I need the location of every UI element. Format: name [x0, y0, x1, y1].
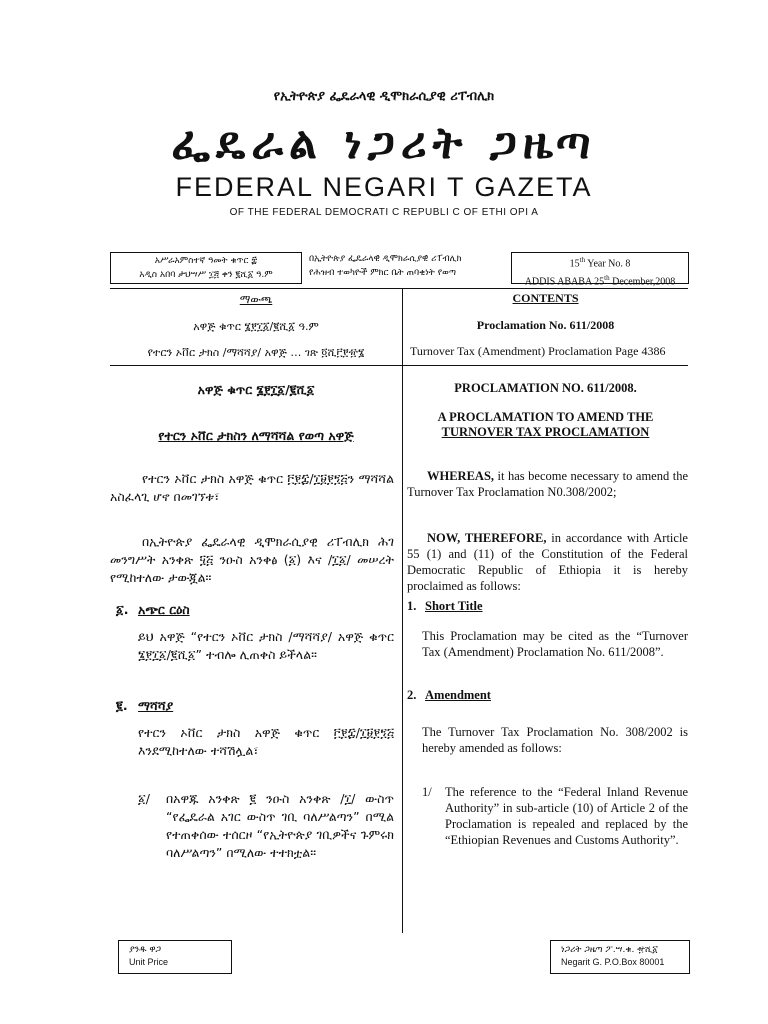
whereas-amharic: የተርን ኦቨር ታክስ አዋጅ ቁጥር ፫፻፰/፲፱፻፺፭ን ማሻሻል አስፈላጊ ሆኖ በመገኘቱ፣	[110, 471, 394, 504]
proclamation-heading-amharic: የተርን ኦቨር ታክስን ለማሻሻል የወጣ አዋጅ	[158, 428, 354, 443]
now-therefore-lead: NOW, THEREFORE,	[427, 531, 547, 545]
po-box-box	[550, 940, 690, 974]
proclamation-heading-english-2: TURNOVER TAX PROCLAMATION	[441, 425, 650, 439]
contents-proclamation-english: Proclamation No. 611/2008	[476, 318, 615, 332]
proclamation-title-english: PROCLAMATION NO. 611/2008.	[454, 381, 637, 395]
now-therefore-amharic: በኢትዮጵያ ፌዴራላዊ ዲሞክራሲያዊ ሪፐብሊክ ሕገ መንግሥት አንቀጽ ፶፭ ንዑስ አንቀፅ (፩) እና /፲፩/ መሠረት የሚከተለው ታውጇል።	[110, 534, 394, 585]
year-number: 15	[569, 258, 580, 270]
section-2-title-english: Amendment	[425, 688, 491, 702]
issue-date-english	[512, 271, 688, 289]
section-2-number-english: 2.	[407, 688, 417, 702]
section-2-text-english: The Turnover Tax Proclamation No. 308/2002 is hereby amended as follows:	[422, 725, 688, 755]
subsection-2-1-text-amharic: በአዋጁ አንቀጽ ፪ ንዑስ አንቀጽ /፲/ ውስጥ “የፌዴራል አገር ውስጥ ገቢ ባለሥልጣን” በሚል የተጠቀሰው ተሰርዞ “የኢትዮጵያ ገቢዎችና ጉምሩክ ባለሥልጣን” በሚለው ተተክቷል።	[166, 791, 394, 860]
issue-box-amharic	[110, 252, 302, 284]
section-2-title-amharic: ማሻሻያ	[138, 698, 174, 713]
section-1-title-amharic: አጭር ርዕስ	[138, 602, 190, 617]
whereas-english	[407, 468, 688, 500]
unit-price-amharic: ያንዱ ዋጋ	[129, 945, 162, 955]
masthead-title-amharic: ፌዴራል ነጋሪት ጋዜጣ	[171, 118, 597, 169]
issuer-line-1: በኢትዮጵያ ፌዴራላዊ ዲሞክራሲያዊ ሪፐብሊክ	[309, 254, 462, 264]
contents-heading-english: CONTENTS	[512, 291, 579, 305]
section-1-text-english: This Proclamation may be cited as the “Turnover Tax (Amendment) Proclamation No. 611/2008”.	[422, 629, 688, 659]
whereas-text: it has become necessary to amend the Turnover Tax Proclamation N0.308/2002;	[407, 469, 688, 499]
now-therefore-text: in accordance with Article 55 (1) and (11) of the Constitution of the Federal Democratic Republic of Ethiopia it is hereby proclaimed as follows:	[407, 531, 688, 593]
masthead-title-english: FEDERAL NEGARI T GAZETA	[175, 172, 593, 202]
contents-divider	[110, 365, 688, 366]
subsection-2-1-text-english: The reference to the “Federal Inland Revenue Authority” in sub-article (10) of Article 2 of the Proclamation is repealed and replaced by the “Ethiopian Revenues and Customs Authority”.	[445, 785, 688, 847]
contents-item-amharic: የተርን ኦቨር ታክስ /ማሻሻያ/ አዋጅ … ገጽ ፬ሺ፫፻፹፮	[147, 346, 365, 359]
section-2-number-amharic: ፪.	[116, 698, 128, 713]
top-divider	[110, 288, 688, 289]
proclamation-title-amharic: አዋጅ ቁጥር ፮፻፲፩/፪ሺ፩	[197, 382, 315, 397]
date-suffix: th	[604, 274, 610, 283]
issue-box-english	[511, 252, 689, 288]
year-suffix: th	[579, 256, 586, 264]
masthead-republic-amharic: የኢትዮጵያ ፌዴራላዊ ዲሞክራሲያዊ ሪፐብሊክ	[273, 89, 495, 104]
contents-proclamation-amharic: አዋጅ ቁጥር ፮፻፲፩/፪ሺ፩ ዓ.ም	[193, 320, 319, 333]
section-2-text-amharic: የተርን ኦቨር ታክስ አዋጅ ቁጥር ፫፻፰/፲፱፻፺፭ እንደሚከተለው ተሻሽሏል፣	[138, 725, 394, 758]
section-1-number-english: 1.	[407, 599, 417, 613]
section-1-title-english: Short Title	[425, 599, 483, 613]
issue-number-amharic: አሥራአምስተኛ ዓመት ቁጥር ፰	[154, 256, 258, 266]
masthead-subtitle-english: OF THE FEDERAL DEMOCRATI C REPUBLI C OF ETHI OPI A	[229, 207, 539, 218]
po-box-amharic: ነጋሪት ጋዜጣ ፖ.ሣ.ቁ. ፹ሺ፩	[561, 945, 658, 955]
proclamation-heading-english-1: A PROCLAMATION TO AMEND THE	[437, 410, 654, 424]
unit-price-box	[118, 940, 232, 974]
year-rest: Year No. 8	[587, 258, 631, 270]
whereas-lead: WHEREAS,	[427, 469, 495, 483]
contents-item-english: Turnover Tax (Amendment) Proclamation Page 4386	[410, 344, 666, 358]
issue-number-english	[512, 253, 688, 271]
city-date: ADDIS ABABA 25	[524, 276, 605, 288]
contents-heading-amharic: ማውጫ	[239, 293, 273, 306]
subsection-2-1-number-amharic: ፩/	[138, 791, 150, 806]
issuer-note	[305, 252, 505, 282]
unit-price-english: Unit Price	[129, 957, 169, 967]
now-therefore-english	[407, 530, 688, 594]
subsection-2-1-number-english: 1/	[422, 785, 432, 799]
issuer-line-2: የሕዝብ ተወካዮች ምክር ቤት ጠባቂነት የወጣ	[309, 268, 456, 278]
section-1-text-amharic: ይህ አዋጅ “የተርን ኦቨር ታክስ /ማሻሻያ/ አዋጅ ቁጥር ፮፻፲፩/፪ሺ፩” ተብሎ ሊጠቀስ ይችላል።	[138, 629, 394, 662]
po-box-english: Negarit G. P.O.Box 80001	[561, 957, 665, 967]
date-rest: December,2008	[612, 276, 676, 288]
section-1-number-amharic: ፩.	[116, 602, 129, 617]
issue-date-amharic: አዲስ አበባ ታህሣሥ ፲፭ ቀን ፪ሺ፩ ዓ.ም	[139, 270, 273, 280]
